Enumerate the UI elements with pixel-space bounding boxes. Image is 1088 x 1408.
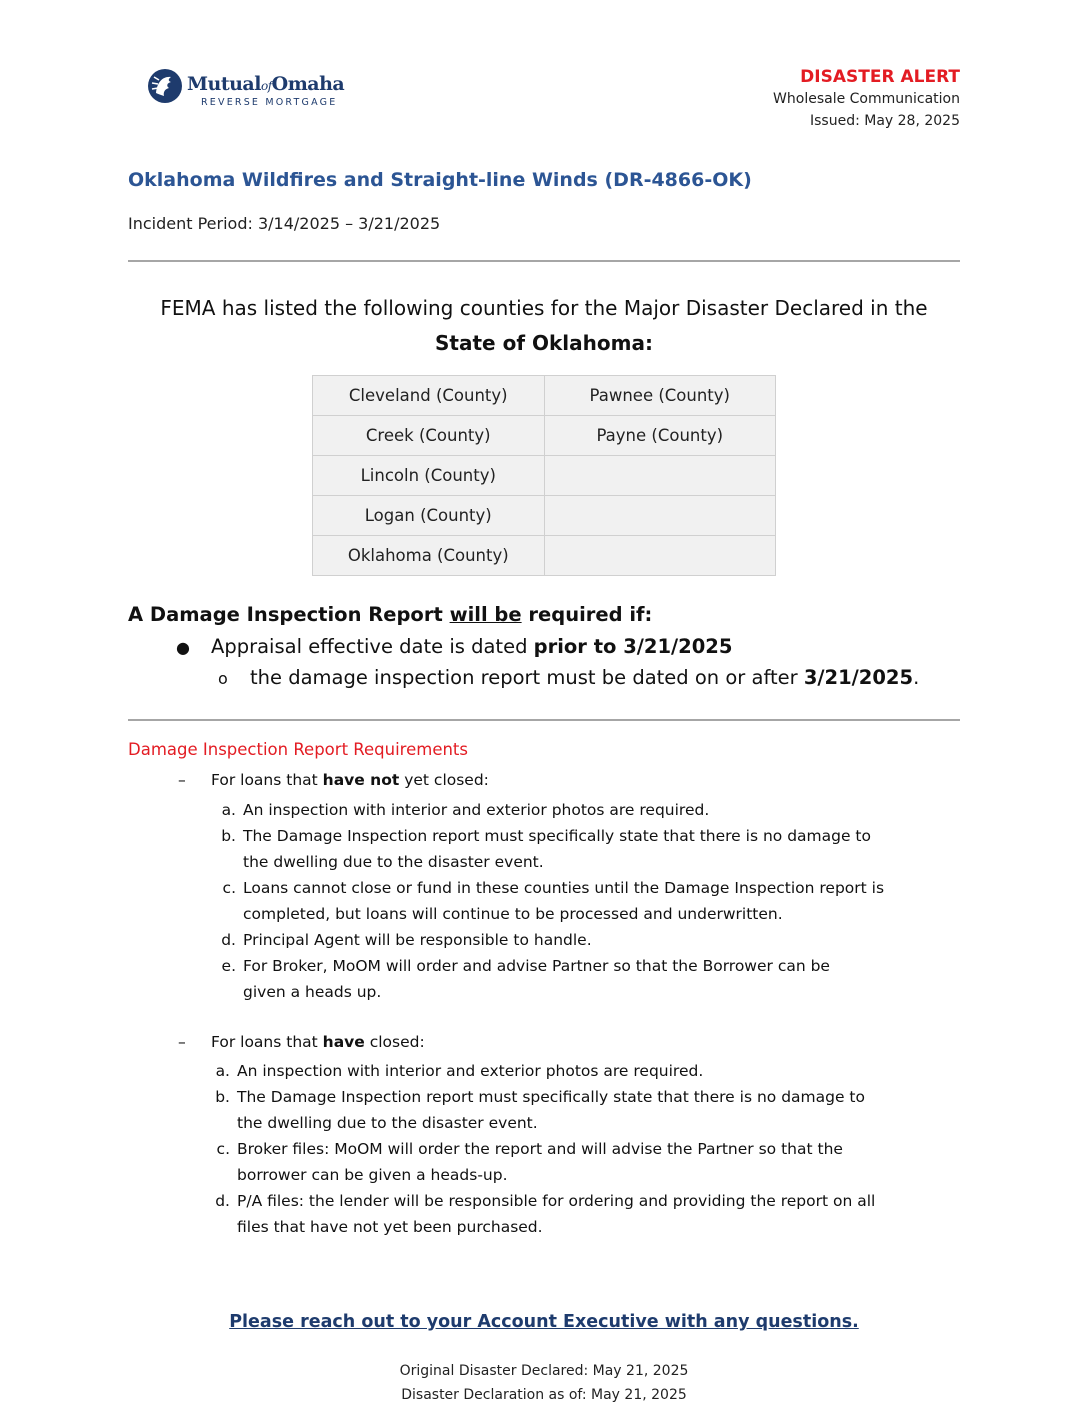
counties-table: [312, 375, 776, 576]
list-item-text: the dwelling due to the disaster event.: [243, 853, 544, 871]
page-title: Oklahoma Wildfires and Straight-line Winds (DR-4866-OK): [128, 169, 752, 191]
bullet-icon: ●: [176, 638, 190, 657]
requirements-title: Damage Inspection Report Requirements: [128, 740, 468, 759]
table-cell: Pawnee (County): [544, 376, 775, 416]
divider: [128, 260, 960, 262]
list-marker: b.: [215, 1088, 230, 1106]
table-row: [313, 456, 776, 496]
table-row: [313, 416, 776, 456]
list-marker: c.: [216, 1140, 230, 1158]
brand-subtitle: REVERSE MORTGAGE: [201, 97, 338, 108]
table-cell: [544, 496, 775, 536]
table-row: [313, 496, 776, 536]
divider: [128, 719, 960, 721]
list-item: [206, 1188, 972, 1240]
table-row: [313, 376, 776, 416]
list-item: [212, 875, 972, 927]
list-item-text: Loans cannot close or fund in these counties until the Damage Inspection report is: [243, 879, 885, 897]
list-item: [212, 823, 972, 875]
requirement-sub-bullet: o the damage inspection report must be dated on or after 3/21/2025.: [218, 666, 920, 689]
list-item-text: The Damage Inspection report must specifically state that there is no damage to: [243, 827, 871, 845]
table-cell: Lincoln (County): [313, 456, 545, 496]
fema-state: State of Oklahoma:: [435, 331, 653, 355]
requirement-bullet: ● Appraisal effective date is dated prior to 3/21/2025: [176, 635, 733, 658]
alert-label: DISASTER ALERT: [800, 67, 960, 87]
issued-date: Issued: May 28, 2025: [810, 113, 960, 129]
table-cell: [544, 456, 775, 496]
list-item: [212, 953, 972, 1005]
list-marker: a.: [215, 1062, 230, 1080]
list-marker: d.: [215, 1192, 230, 1210]
circle-bullet-icon: o: [218, 669, 228, 688]
list-marker: a.: [221, 801, 236, 819]
table-row: [313, 536, 776, 576]
incident-period: Incident Period: 3/14/2025 – 3/21/2025: [128, 214, 441, 233]
list-item: [206, 1084, 972, 1136]
table-cell: Cleveland (County): [313, 376, 545, 416]
list-item-text: P/A files: the lender will be responsible for ordering and providing the report on all: [237, 1192, 876, 1210]
list-item-text: files that have not yet been purchased.: [237, 1218, 543, 1236]
requirement-heading: A Damage Inspection Report will be required if:: [128, 603, 653, 626]
dash-icon: –: [178, 771, 186, 789]
loans-closed-heading: – For loans that have closed:: [178, 1033, 425, 1051]
brand-name: MutualofOmaha: [187, 73, 345, 95]
table-cell: Oklahoma (County): [313, 536, 545, 576]
list-marker: d.: [221, 931, 236, 949]
list-item-text: An inspection with interior and exterior photos are required.: [243, 801, 710, 819]
list-item-text: The Damage Inspection report must specifically state that there is no damage to: [237, 1088, 865, 1106]
table-cell: [544, 536, 775, 576]
table-cell: Payne (County): [544, 416, 775, 456]
loans-not-closed-heading: – For loans that have not yet closed:: [178, 771, 489, 789]
communication-type: Wholesale Communication: [773, 91, 960, 107]
declaration-as-of: Disaster Declaration as of: May 21, 2025: [401, 1387, 687, 1403]
list-item: [206, 1058, 972, 1084]
list-item: [206, 1136, 972, 1188]
list-item-text: Broker files: MoOM will order the report and will advise the Partner so that the: [237, 1140, 843, 1158]
fema-intro: FEMA has listed the following counties for the Major Disaster Declared in the: [160, 296, 928, 320]
table-cell: Logan (County): [313, 496, 545, 536]
list-item-text: borrower can be given a heads-up.: [237, 1166, 508, 1184]
company-logo: [147, 68, 347, 114]
list-marker: e.: [221, 957, 236, 975]
dash-icon: –: [178, 1033, 186, 1051]
list-marker: b.: [221, 827, 236, 845]
list-item: [212, 927, 972, 953]
lion-seal-icon: [147, 68, 183, 104]
original-declared: Original Disaster Declared: May 21, 2025: [399, 1363, 689, 1379]
list-item-text: the dwelling due to the disaster event.: [237, 1114, 538, 1132]
table-cell: Creek (County): [313, 416, 545, 456]
header-info: [773, 66, 960, 132]
list-item: [212, 797, 972, 823]
list-item-text: given a heads up.: [243, 983, 382, 1001]
list-item-text: An inspection with interior and exterior photos are required.: [237, 1062, 704, 1080]
list-item-text: For Broker, MoOM will order and advise Partner so that the Borrower can be: [243, 957, 830, 975]
contact-link[interactable]: Please reach out to your Account Executive with any questions.: [229, 1312, 859, 1332]
list-item-text: completed, but loans will continue to be processed and underwritten.: [243, 905, 783, 923]
list-marker: c.: [222, 879, 236, 897]
list-item-text: Principal Agent will be responsible to handle.: [243, 931, 592, 949]
